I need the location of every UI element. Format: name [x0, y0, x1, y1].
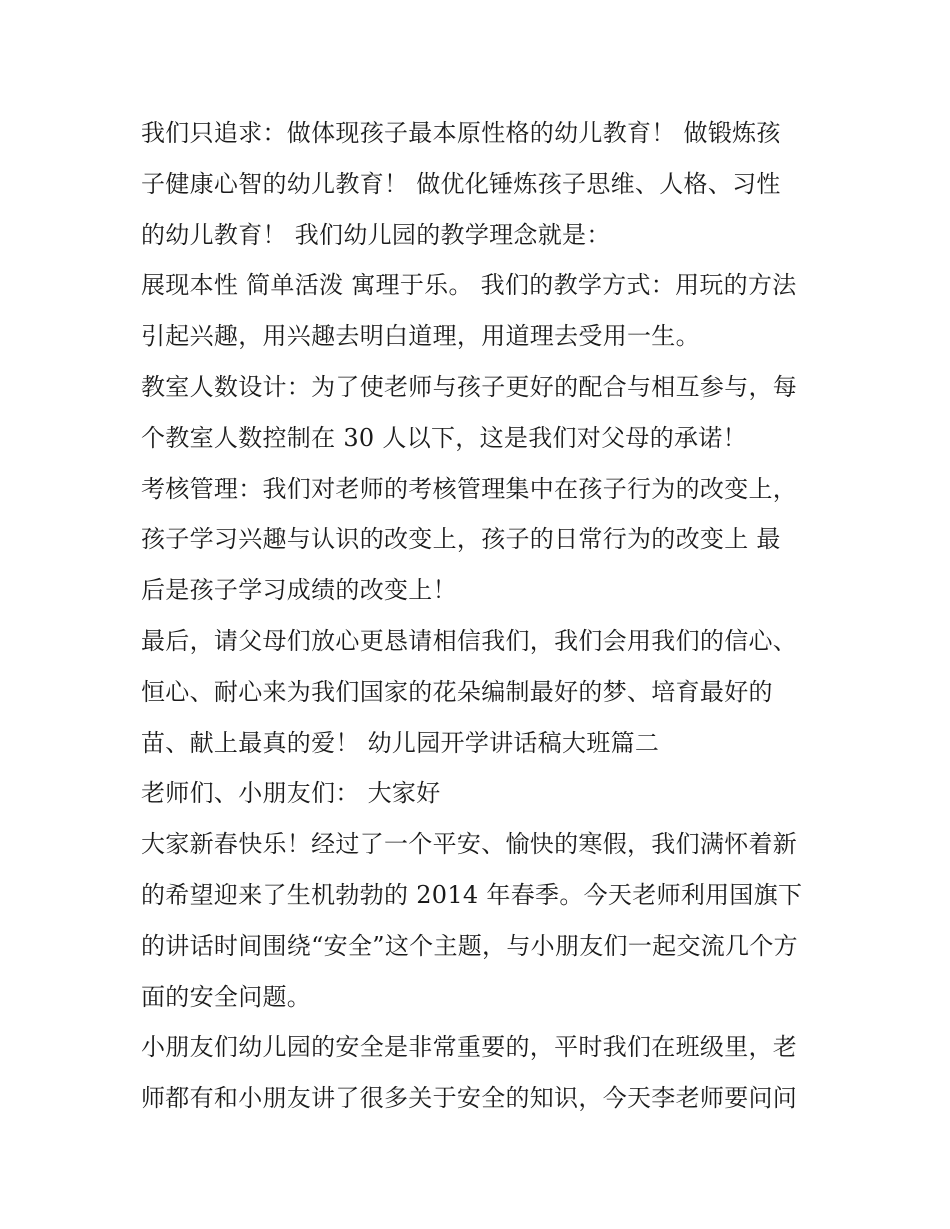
text-line: 最后，请父母们放心更恳请相信我们，我们会用我们的信心、 — [141, 626, 798, 655]
text-line: 的幼儿教育！ 我们幼儿园的教学理念就是： — [141, 220, 611, 249]
text-line: 的讲话时间围绕“安全”这个主题，与小朋友们一起交流几个方 — [141, 931, 798, 960]
text-line: 的希望迎来了生机勃勃的 2014 年春季。今天老师利用国旗下 — [141, 880, 803, 909]
text-line: 子健康心智的幼儿教育！ 做优化锤炼孩子思维、人格、习性 — [141, 169, 781, 198]
text-line: 恒心、耐心来为我们国家的花朵编制最好的梦、培育最好的 — [141, 677, 773, 706]
text-line: 师都有和小朋友讲了很多关于安全的知识，今天李老师要问问 — [141, 1084, 798, 1113]
document-body — [141, 108, 821, 1124]
text-line: 面的安全问题。 — [141, 982, 312, 1011]
text-line: 后是孩子学习成绩的改变上！ — [141, 576, 457, 605]
text-line: 我们只追求：做体现孩子最本原性格的幼儿教育！ 做锻炼孩 — [141, 119, 781, 147]
text-line: 个教室人数控制在 30 人以下，这是我们对父母的承诺！ — [141, 423, 747, 452]
text-line: 孩子学习兴趣与认识的改变上，孩子的日常行为的改变上 最 — [141, 525, 781, 554]
text-line: 大家新春快乐！经过了一个平安、愉快的寒假，我们满怀着新 — [141, 830, 798, 859]
text-line: 考核管理：我们对老师的考核管理集中在孩子行为的改变上， — [141, 474, 798, 503]
text-line: 教室人数设计：为了使老师与孩子更好的配合与相互参与，每 — [141, 372, 798, 401]
text-line: 展现本性 简单活泼 寓理于乐。 我们的教学方式：用玩的方法 — [141, 271, 797, 300]
text-line: 小朋友们幼儿园的安全是非常重要的，平时我们在班级里，老 — [141, 1033, 798, 1062]
text-line: 老师们、小朋友们： 大家好 — [141, 779, 441, 808]
text-line: 引起兴趣，用兴趣去明白道理，用道理去受用一生。 — [141, 322, 700, 351]
text-line: 苗、献上最真的爱！ 幼儿园开学讲话稿大班篇二 — [141, 728, 660, 757]
